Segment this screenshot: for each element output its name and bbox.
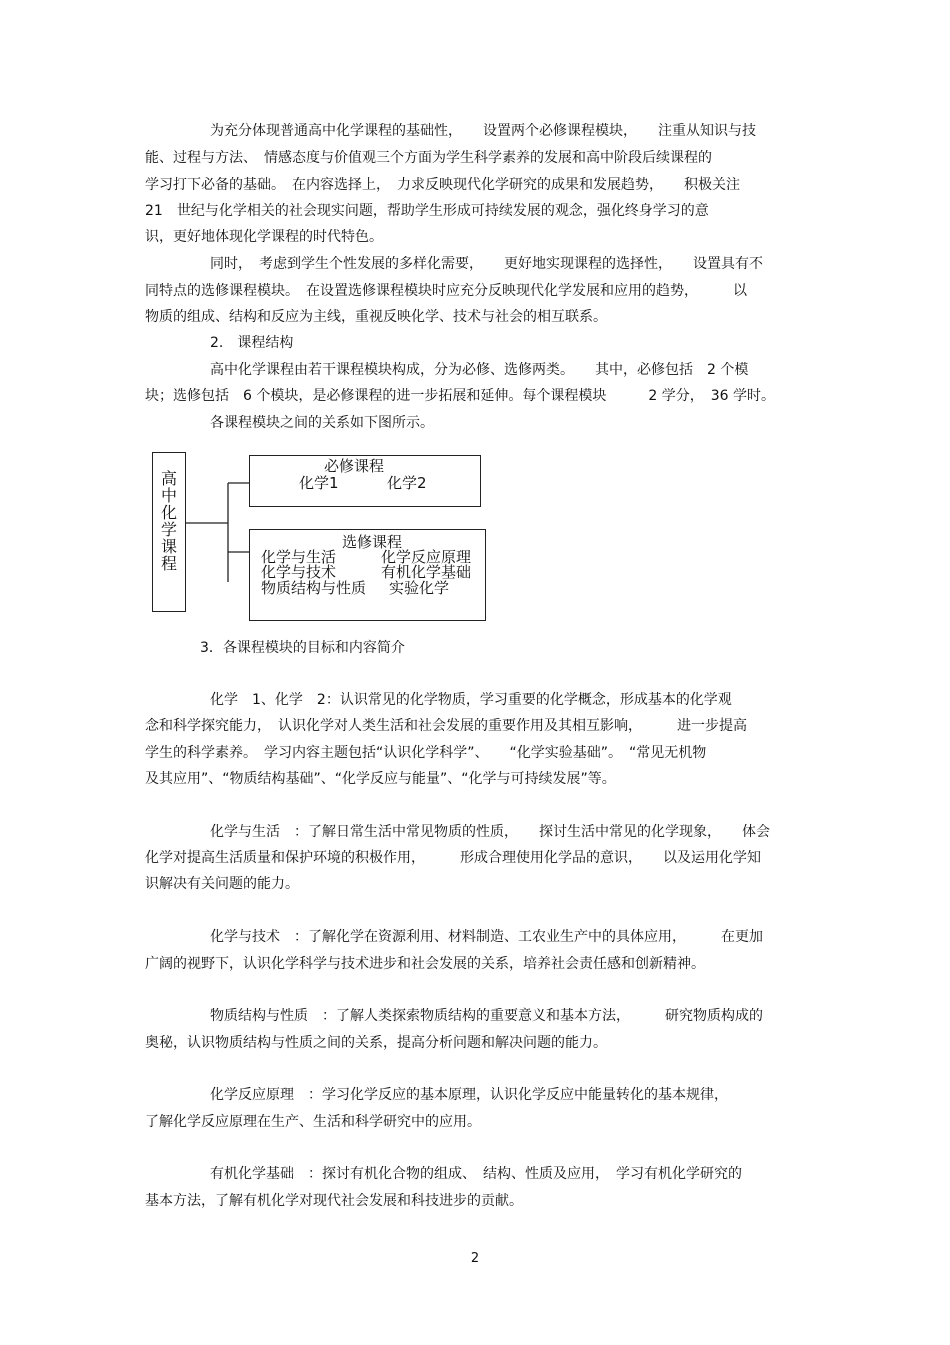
paragraph-1-line-5: 识，更好地体现化学课程的时代特色。 — [145, 229, 383, 245]
root-label-char: 课 — [160, 537, 177, 556]
elective-left-1: 化学与生活 — [261, 548, 337, 566]
paragraph-4-line-3: 学生的科学素养。 学习内容主题包括“认识化学科学”、 “化学实验基础”。 “常见无机物 — [145, 745, 707, 761]
root-label-char: 程 — [160, 554, 177, 573]
elective-right-3: 实验化学 — [389, 579, 450, 597]
paragraph-8-line-1: 化学反应原理 ：学习化学反应的基本原理，认识化学反应中能量转化的基本规律， — [210, 1087, 728, 1103]
paragraph-4-line-4: 及其应用”、“物质结构基础”、“化学反应与能量”、“化学与可持续发展”等。 — [145, 771, 616, 787]
paragraph-7-line-1: 物质结构与性质 ：了解人类探索物质结构的重要意义和基本方法， 研究物质构成的 — [210, 1008, 763, 1024]
paragraph-3-line-2: 块；选修包括 6 个模块，是必修课程的进一步拓展和延伸。每个课程模块 2 学分， 36 学时。 — [145, 388, 775, 404]
root-label-char: 学 — [160, 520, 177, 539]
root-label-char: 中 — [160, 486, 177, 505]
paragraph-4-line-1: 化学 1、化学 2：认识常见的化学物质，学习重要的化学概念，形成基本的化学观 — [210, 692, 732, 708]
page-number: 2 — [470, 1251, 480, 1266]
paragraph-6-line-1: 化学与技术 ：了解化学在资源利用、材料制造、工农业生产中的具体应用， 在更加 — [210, 929, 763, 945]
paragraph-3-line-3: 各课程模块之间的关系如下图所示。 — [210, 415, 434, 431]
paragraph-8-line-2: 了解化学反应原理在生产、生活和科学研究中的应用。 — [145, 1114, 481, 1130]
paragraph-5-line-2: 化学对提高生活质量和保护环境的积极作用， 形成合理使用化学品的意识， 以及运用化学知 — [145, 850, 761, 866]
elective-right-2: 有机化学基础 — [381, 563, 472, 581]
required-item-1: 化学1 — [299, 474, 339, 492]
paragraph-1-line-2: 能、过程与方法、 情感态度与价值观三个方面为学生科学素养的发展和高中阶段后续课程的 — [145, 150, 712, 166]
paragraph-6-line-2: 广阔的视野下，认识化学科学与技术进步和社会发展的关系，培养社会责任感和创新精神。 — [145, 956, 705, 972]
required-title: 必修课程 — [324, 457, 385, 475]
paragraph-1-line-3: 学习打下必备的基础。 在内容选择上， 力求反映现代化学研究的成果和发展趋势， 积极关注 — [145, 177, 740, 193]
paragraph-9-line-1: 有机化学基础 ：探讨有机化合物的组成、 结构、性质及应用， 学习有机化学研究的 — [210, 1166, 742, 1182]
paragraph-2-line-1: 同时， 考虑到学生个性发展的多样化需要， 更好地实现课程的选择性， 设置具有不 — [210, 256, 763, 272]
section-heading-course-structure: 2. 课程结构 — [210, 335, 294, 351]
paragraph-1-line-4: 21 世纪与化学相关的社会现实问题，帮助学生形成可持续发展的观念，强化终身学习的意 — [145, 203, 709, 219]
section-heading-module-goals: 3．各课程模块的目标和内容简介 — [200, 640, 405, 656]
paragraph-1-line-1: 为充分体现普通高中化学课程的基础性， 设置两个必修课程模块， 注重从知识与技 — [210, 123, 756, 139]
paragraph-2-line-2: 同特点的选修课程模块。 在设置选修课程模块时应充分反映现代化学发展和应用的趋势， 以 — [145, 283, 747, 299]
required-item-2: 化学2 — [387, 474, 427, 492]
root-label-char: 高 — [160, 469, 177, 488]
elective-left-3: 物质结构与性质 — [261, 579, 367, 597]
root-label-char: 化 — [160, 503, 177, 522]
elective-left-2: 化学与技术 — [261, 563, 337, 581]
paragraph-2-line-3: 物质的组成、结构和反应为主线，重视反映化学、技术与社会的相互联系。 — [145, 309, 607, 325]
paragraph-9-line-2: 基本方法，了解有机化学对现代社会发展和科技进步的贡献。 — [145, 1193, 523, 1209]
elective-title: 选修课程 — [342, 533, 403, 551]
paragraph-4-line-2: 念和科学探究能力， 认识化学对人类生活和社会发展的重要作用及其相互影响， 进一步提高 — [145, 718, 747, 734]
paragraph-3-line-1: 高中化学课程由若干课程模块构成，分为必修、选修两类。 其中，必修包括 2 个模 — [210, 362, 749, 378]
paragraph-5-line-3: 识解决有关问题的能力。 — [145, 876, 299, 892]
paragraph-7-line-2: 奥秘，认识物质结构与性质之间的关系，提高分析问题和解决问题的能力。 — [145, 1035, 607, 1051]
elective-right-1: 化学反应原理 — [381, 548, 472, 566]
paragraph-5-line-1: 化学与生活 ：了解日常生活中常见物质的性质， 探讨生活中常见的化学现象， 体会 — [210, 824, 770, 840]
